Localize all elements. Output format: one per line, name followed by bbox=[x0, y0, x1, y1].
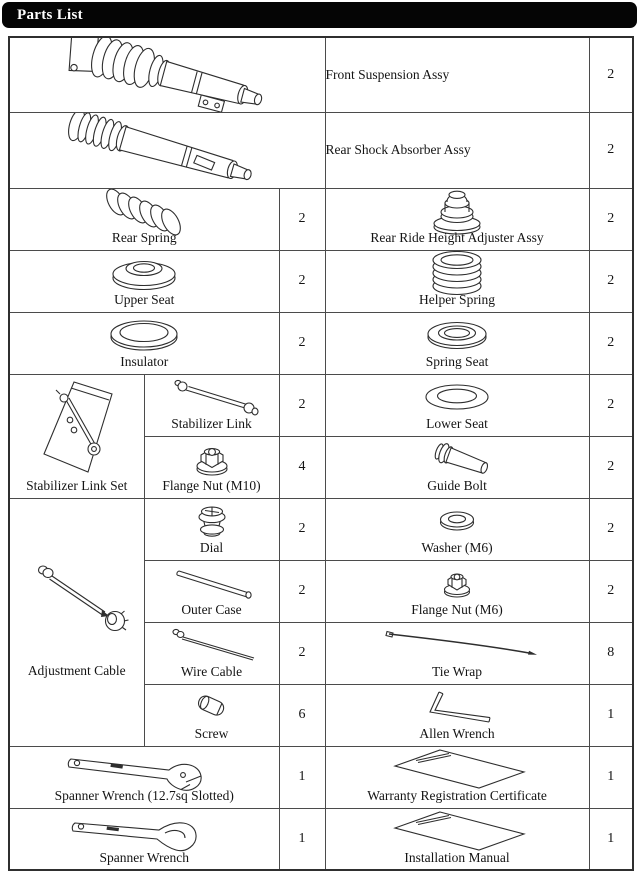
table-row bbox=[9, 112, 633, 188]
table-row bbox=[9, 374, 633, 436]
part-name: Spanner Wrench (12.7sq Slotted) bbox=[54, 788, 234, 804]
table-row bbox=[9, 312, 633, 374]
table-row bbox=[9, 250, 633, 312]
flange-nut-m6-icon bbox=[326, 561, 589, 603]
part-name: Spring Seat bbox=[425, 354, 489, 370]
part-qty: 2 bbox=[589, 498, 633, 560]
part-name: Helper Spring bbox=[418, 292, 496, 308]
spanner-wrench-slotted-icon bbox=[10, 747, 279, 789]
part-name: Warranty Registration Certificate bbox=[367, 788, 547, 804]
outer-case-icon bbox=[145, 561, 279, 603]
group-name: Stabilizer Link Set bbox=[26, 477, 128, 493]
part-qty: 2 bbox=[589, 37, 633, 112]
part-qty: 2 bbox=[589, 560, 633, 622]
part-name: Front Suspension Assy bbox=[325, 37, 589, 112]
part-name: Rear Spring bbox=[111, 230, 177, 246]
part-name: Guide Bolt bbox=[427, 478, 487, 494]
wire-cable-icon bbox=[145, 623, 279, 665]
part-qty: 2 bbox=[279, 250, 325, 312]
part-qty: 8 bbox=[589, 622, 633, 684]
guide-bolt-icon bbox=[326, 437, 589, 479]
lower-seat-icon bbox=[326, 375, 589, 417]
part-qty: 2 bbox=[279, 374, 325, 436]
front-suspension-assy-icon bbox=[10, 38, 325, 111]
flange-nut-m10-icon bbox=[145, 437, 279, 479]
part-qty: 4 bbox=[279, 436, 325, 498]
part-qty: 2 bbox=[589, 250, 633, 312]
dial-icon bbox=[145, 499, 279, 541]
part-name: Outer Case bbox=[181, 602, 242, 618]
part-name: Lower Seat bbox=[426, 416, 488, 432]
part-name: Installation Manual bbox=[404, 849, 510, 865]
installation-manual-icon bbox=[326, 809, 589, 851]
page-title: Parts List bbox=[17, 6, 83, 23]
part-name: Allen Wrench bbox=[419, 726, 495, 742]
part-qty: 2 bbox=[279, 560, 325, 622]
part-qty: 2 bbox=[589, 374, 633, 436]
part-qty: 2 bbox=[589, 436, 633, 498]
table-row bbox=[9, 188, 633, 250]
part-name: Flange Nut (M6) bbox=[411, 602, 503, 618]
screw-icon bbox=[145, 685, 279, 727]
table-row bbox=[9, 498, 633, 560]
spanner-wrench-hook-icon bbox=[10, 809, 279, 851]
part-qty: 1 bbox=[589, 746, 633, 808]
part-name: Screw bbox=[194, 726, 229, 742]
part-name: Insulator bbox=[120, 354, 169, 370]
part-qty: 2 bbox=[279, 312, 325, 374]
part-name: Dial bbox=[199, 540, 224, 556]
stabilizer-link-set-icon bbox=[10, 376, 144, 479]
part-qty: 1 bbox=[589, 684, 633, 746]
part-name: Upper Seat bbox=[114, 292, 175, 308]
header-bar bbox=[2, 2, 637, 28]
washer-m6-icon bbox=[326, 499, 589, 541]
rear-ride-height-adjuster-icon bbox=[326, 189, 589, 231]
part-qty: 2 bbox=[589, 112, 633, 188]
adjustment-cable-icon bbox=[25, 561, 129, 633]
part-qty: 2 bbox=[279, 498, 325, 560]
part-qty: 2 bbox=[589, 312, 633, 374]
part-name: Tie Wrap bbox=[431, 664, 483, 680]
part-qty: 1 bbox=[589, 808, 633, 870]
part-name: Rear Shock Absorber Assy bbox=[325, 112, 589, 188]
part-name: Spanner Wrench bbox=[99, 849, 190, 865]
part-qty: 2 bbox=[589, 188, 633, 250]
rear-shock-absorber-assy-icon bbox=[10, 114, 325, 187]
part-qty: 2 bbox=[279, 188, 325, 250]
part-qty: 6 bbox=[279, 684, 325, 746]
part-name: Washer (M6) bbox=[421, 540, 493, 556]
rear-spring-icon bbox=[10, 189, 279, 231]
spring-seat-icon bbox=[326, 313, 589, 355]
part-name: Rear Ride Height Adjuster Assy bbox=[370, 230, 544, 246]
upper-seat-icon bbox=[10, 251, 279, 293]
helper-spring-icon bbox=[326, 251, 589, 293]
stabilizer-link-icon bbox=[145, 375, 279, 417]
table-row bbox=[9, 37, 633, 112]
part-qty: 1 bbox=[279, 808, 325, 870]
group-name: Adjustment Cable bbox=[27, 663, 126, 678]
part-qty: 1 bbox=[279, 746, 325, 808]
tie-wrap-icon bbox=[326, 623, 589, 665]
allen-wrench-icon bbox=[326, 685, 589, 727]
table-row bbox=[9, 746, 633, 808]
table-row bbox=[9, 808, 633, 870]
warranty-registration-certificate-icon bbox=[326, 747, 589, 789]
insulator-icon bbox=[10, 313, 279, 355]
part-qty: 2 bbox=[279, 622, 325, 684]
part-name: Flange Nut (M10) bbox=[162, 478, 261, 494]
parts-table bbox=[8, 36, 634, 871]
adjustment-cable-cell bbox=[10, 499, 144, 745]
part-name: Wire Cable bbox=[180, 664, 243, 680]
part-name: Stabilizer Link bbox=[171, 416, 252, 432]
